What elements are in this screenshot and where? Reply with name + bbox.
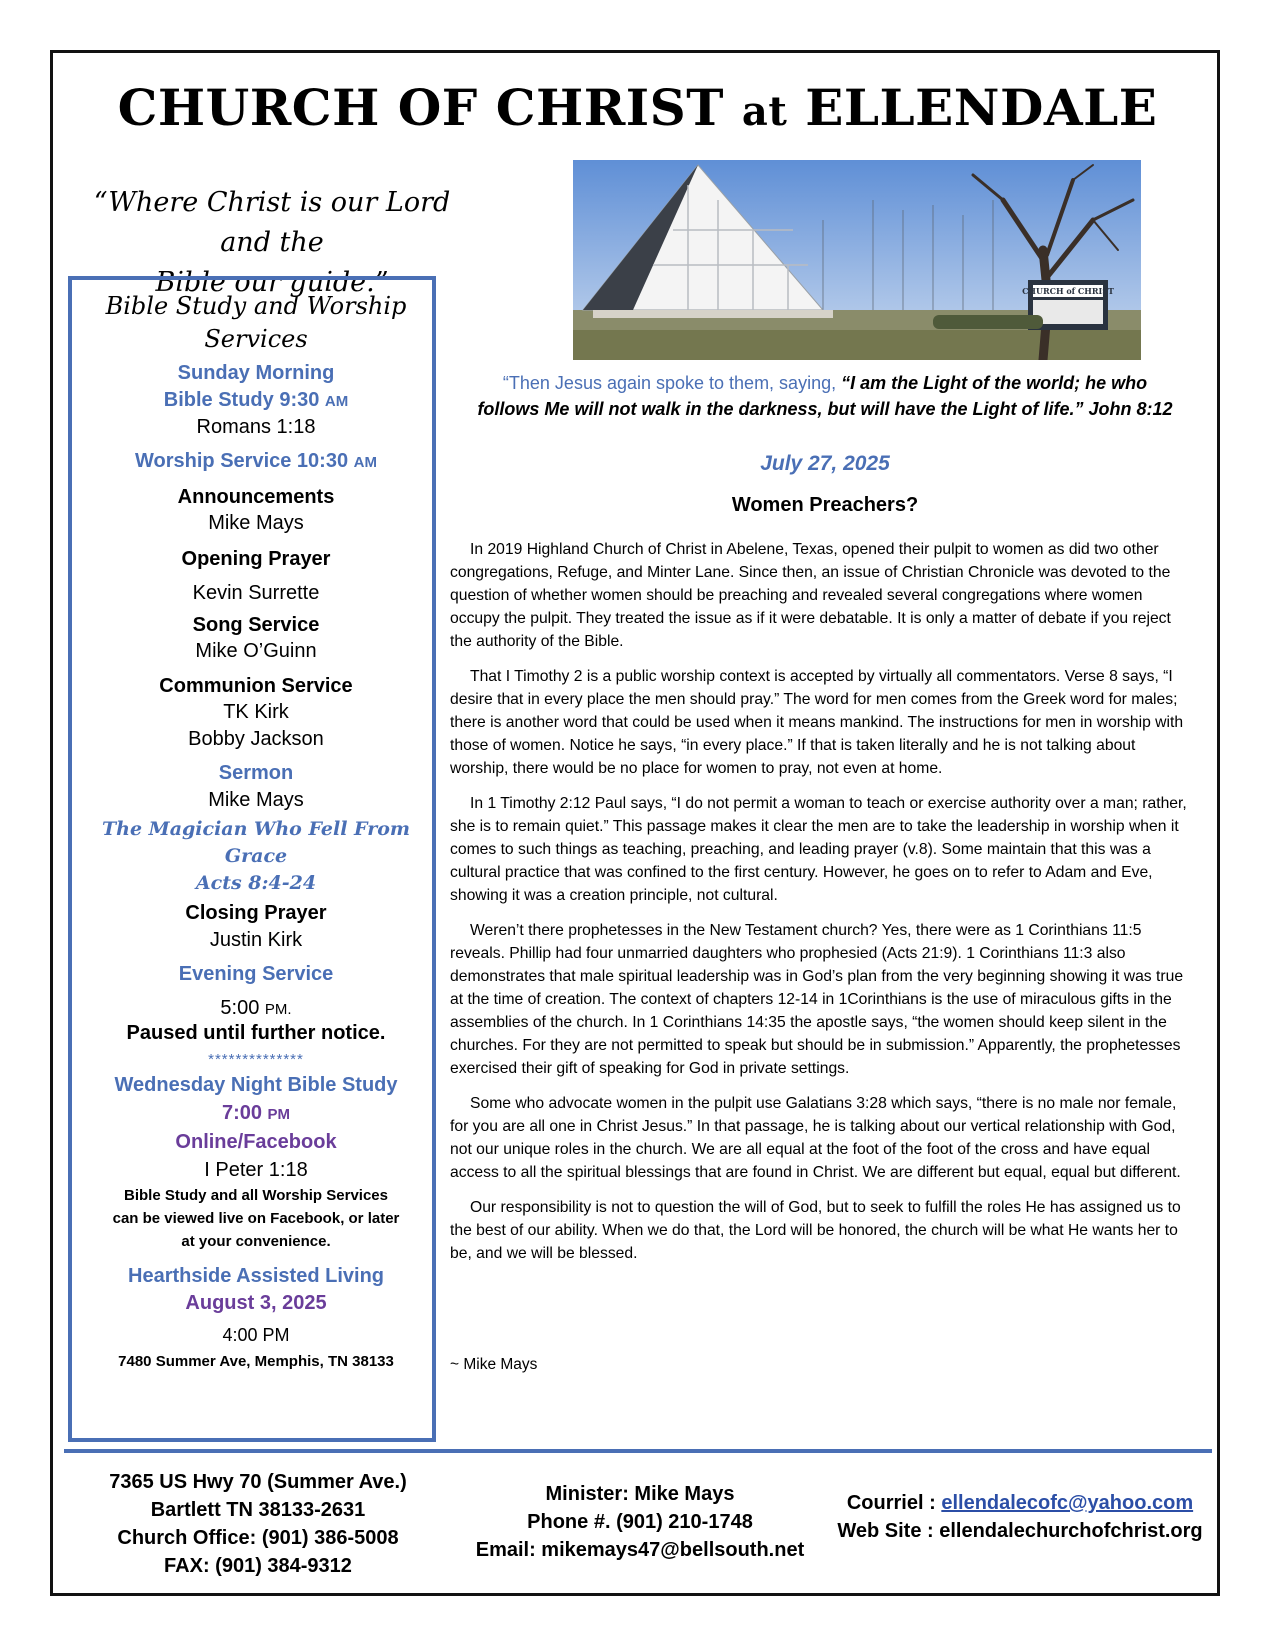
church-building-photo: [573, 160, 1141, 360]
article-paragraph: In 2019 Highland Church of Christ in Abelene, Texas, opened their pulpit to women as did two other congregations, Refuge, and Minter Lane. Since then, an issue of Christian Chronicle was devoted to the question of whether women should be preaching and revealed several congregations where women occupy the pulpit. They treated the issue as if it were debatable. It is only a matter of debate if you reject the authority of the Bible.: [450, 541, 1171, 650]
sermon-name: Mike Mays: [208, 789, 304, 811]
services-heading-line-1: Bible Study and Worship: [105, 292, 407, 320]
church-title: [0, 78, 1275, 137]
verse-reference: John 8:12: [1088, 399, 1173, 419]
bulletin-date: July 27, 2025: [760, 452, 890, 475]
address-line-1: 7365 US Hwy 70 (Summer Ave.): [109, 1471, 407, 1493]
announcements-name: Mike Mays: [208, 512, 304, 534]
evening-ampm: PM.: [264, 1001, 292, 1018]
communion-name-1: TK Kirk: [223, 701, 289, 723]
closing-prayer-label: Closing Prayer: [185, 902, 327, 924]
worship-service-time: [72, 450, 440, 473]
bible-study-scripture: Romans 1:18: [196, 416, 316, 438]
divider-stars: **************: [208, 1051, 304, 1068]
website-value: ellendalechurchofchrist.org: [939, 1520, 1203, 1542]
title-right: ELLENDALE: [805, 78, 1158, 137]
services-heading-line-2: Services: [204, 325, 308, 353]
song-service-label: Song Service: [192, 614, 320, 636]
bible-study-ampm: AM: [324, 393, 349, 410]
motto-line-1: “Where Christ is our Lord and the: [93, 187, 451, 258]
facebook-note-line-3: at your convenience.: [181, 1233, 331, 1250]
evening-service-label: Evening Service: [178, 963, 334, 985]
article-title: Women Preachers?: [731, 494, 919, 516]
online-facebook-label: Online/Facebook: [175, 1131, 337, 1153]
address-line-2: Bartlett TN 38133-2631: [150, 1499, 366, 1521]
wednesday-scripture: I Peter 1:18: [204, 1159, 308, 1181]
sermon-label: Sermon: [218, 762, 294, 784]
evening-paused-note: Paused until further notice.: [126, 1022, 386, 1044]
bible-study-time-text: Bible Study 9:30: [163, 389, 320, 411]
hearthside-date: August 3, 2025: [185, 1292, 327, 1314]
communion-name-2: Bobby Jackson: [188, 728, 324, 750]
hearthside-address: 7480 Summer Ave, Memphis, TN 38133: [118, 1353, 394, 1370]
motto-line-2: Bible our guide.”: [155, 267, 389, 298]
evening-service-time: [72, 997, 440, 1020]
facebook-note-line-2: can be viewed live on Facebook, or later: [112, 1210, 400, 1227]
minister-name: Minister: Mike Mays: [545, 1483, 735, 1505]
article-paragraph: In 1 Timothy 2:12 Paul says, “I do not permit a woman to teach or exercise authority over a man; rather, she is to remain quiet.” This passage makes it clear the men are to take the leadership in worship when it comes to such things as teaching, preaching, and leading prayer (v.8). Some maintain that this was a cultural practice that was confined to the first century. However, he goes on to refer to Adam and Eve, showing it was a creation principle, not cultural.: [450, 795, 1187, 904]
opening-prayer-label: Opening Prayer: [181, 548, 331, 570]
courriel-line: [830, 1489, 1210, 1517]
sermon-title: [72, 816, 440, 897]
minister-phone: Phone #. (901) 210-1748: [527, 1511, 753, 1533]
footer-divider: [64, 1449, 1212, 1453]
scripture-verse: [460, 370, 1190, 422]
article-body: [450, 538, 1196, 1277]
article-paragraph: Our responsibility is not to question the will of God, but to seek to fulfill the roles He has assigned us to the best of our ability. When we do that, the Lord will be honored, the church will be what He wants her to be, and we will be blessed.: [450, 1199, 1181, 1262]
facebook-note-line-1: Bible Study and all Worship Services: [124, 1187, 388, 1204]
closing-prayer-name: Justin Kirk: [209, 929, 303, 951]
article-paragraph: That I Timothy 2 is a public worship context is accepted by virtually all commentators. Verse 8 says, “I desire that in every place the men should pray.” The word for men comes from the Greek word for males; there is another word that could be used when it means mankind. The instructions for men in worship with those of women. Notice he says, “in every place.” If that is taken literally and he is not talking about worship, there would be no place for women to pray, not even at home.: [450, 668, 1184, 777]
sunday-morning-label: Sunday Morning: [177, 362, 335, 384]
church-sign-text: CHURCH of CHRIST: [1022, 286, 1114, 296]
evening-time-text: 5:00: [220, 997, 260, 1019]
worship-ampm: AM: [353, 454, 377, 471]
web-contact-block: [830, 1489, 1210, 1545]
verse-quote-line-1: “I am the Light of the world; he who: [841, 373, 1148, 393]
sermon-title-line-1: The Magician Who Fell From: [102, 818, 410, 840]
communion-label: Communion Service: [159, 675, 353, 697]
services-sidebar: [68, 276, 436, 1442]
wednesday-time-text: 7:00: [221, 1102, 262, 1124]
title-left: CHURCH OF CHRIST: [117, 78, 724, 137]
courriel-label: Courriel :: [846, 1492, 936, 1514]
announcements-label: Announcements: [177, 486, 335, 508]
hearthside-time: 4:00 PM: [222, 1325, 290, 1345]
church-office-phone: Church Office: (901) 386-5008: [117, 1527, 399, 1549]
website-label: Web Site :: [837, 1520, 934, 1542]
wednesday-ampm: PM: [267, 1106, 291, 1123]
article-paragraph: Some who advocate women in the pulpit use Galatians 3:28 which says, “there is no male nor female, for you are all one in Christ Jesus.” In that passage, he is talking about our vertical relationship with God, not our unique roles in the church. We are all equal at the foot of the foot of the cross and have equal access to all the spiritual blessings that are found in Christ. We are different but equal, equal but different.: [450, 1095, 1181, 1181]
minister-contact-block: [470, 1480, 810, 1564]
article-signature: ~ Mike Mays: [450, 1356, 538, 1373]
article-paragraph: Weren’t there prophetesses in the New Testament church? Yes, there were as 1 Corinthians 11:5 reveals. Phillip had four unmarried daughters who prophesied (Acts 21:9). 1 Corinthians 11:3 also demonstrates that male spiritual leadership was in God’s plan from the very beginning showing it was true at the time of creation. The context of chapters 12-14 in 1Corinthians is the use of miraculous gifts in the assemblies of the church. In 1 Corinthians 14:35 the apostle says, “the women should keep silent in the churches. For they are not permitted to speak but should be in submission.” Apparently, the prophetesses exercised their gift of speaking for God in private settings.: [450, 922, 1184, 1077]
church-fax: FAX: (901) 384-9312: [164, 1555, 352, 1577]
hearthside-label: Hearthside Assisted Living: [128, 1265, 384, 1287]
worship-service-text: Worship Service 10:30: [135, 450, 349, 472]
song-service-name: Mike O’Guinn: [195, 640, 317, 662]
verse-quote-line-2: follows Me will not walk in the darkness, but will have the Light of life.”: [477, 399, 1084, 419]
courriel-email-link[interactable]: ellendalecofc@yahoo.com: [941, 1492, 1194, 1514]
opening-prayer-name: Kevin Surrette: [192, 582, 320, 604]
verse-lead: “Then Jesus again spoke to them, saying,: [502, 373, 837, 393]
website-line: [830, 1517, 1210, 1545]
facebook-note: [72, 1184, 440, 1253]
services-heading: [72, 290, 440, 356]
sermon-title-line-2: Grace: [224, 845, 288, 867]
church-address-block: [68, 1468, 448, 1580]
bible-study-time: [72, 389, 440, 412]
sermon-scripture: Acts 8:4-24: [195, 872, 317, 894]
minister-email: Email: mikemays47@bellsouth.net: [475, 1539, 805, 1561]
wednesday-label: Wednesday Night Bible Study: [114, 1074, 398, 1096]
title-at: at: [741, 88, 788, 135]
wednesday-time: [72, 1102, 440, 1125]
